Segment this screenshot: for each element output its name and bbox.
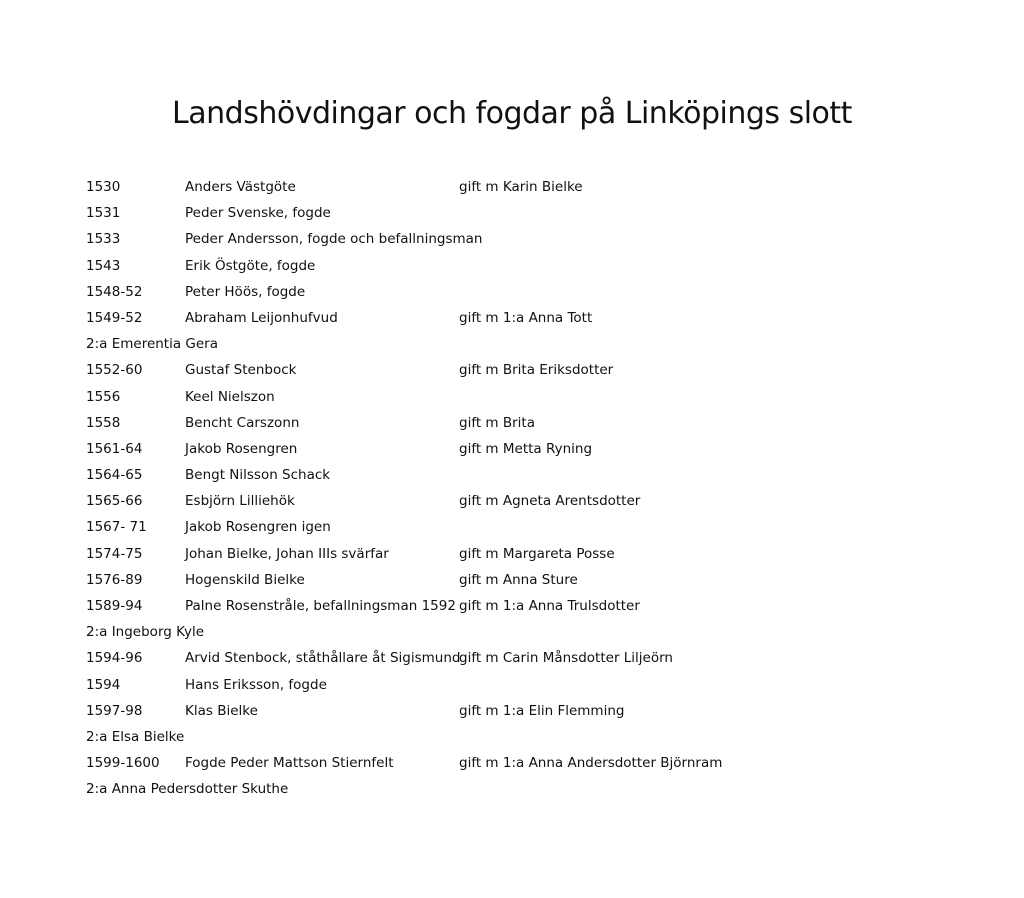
entry-year: 1552-60 — [86, 362, 143, 379]
entry-spouse: gift m 1:a Anna Andersdotter Björnram — [459, 755, 723, 772]
entry-row — [86, 226, 986, 252]
entry-year: 1530 — [86, 179, 121, 195]
note-row — [86, 331, 986, 357]
page-title: Landshövdingar och fogdar på Linköpings slott — [172, 96, 852, 131]
entry-name: Gustaf Stenbock — [185, 362, 297, 379]
entry-spouse: gift m Agneta Arentsdotter — [459, 493, 641, 510]
entry-row — [86, 384, 986, 410]
entry-spouse: gift m 1:a Elin Flemming — [459, 702, 625, 719]
entry-year: 1589-94 — [86, 598, 143, 614]
entry-spouse: gift m Anna Sture — [459, 571, 578, 588]
second-marriage-note: 2:a Anna Pedersdotter Skuthe — [86, 781, 289, 798]
second-marriage-note: 2:a Ingeborg Kyle — [86, 624, 205, 641]
entry-year: 1597-98 — [86, 702, 143, 719]
entry-row — [86, 698, 986, 724]
entry-year: 1543 — [86, 257, 121, 274]
entry-row — [86, 514, 986, 540]
entry-spouse: gift m Brita — [459, 414, 535, 431]
note-row — [86, 724, 986, 750]
entry-spouse: gift m Margareta Posse — [459, 545, 615, 562]
entry-name: Peder Svenske, fogde — [185, 205, 331, 222]
entry-row — [86, 541, 986, 567]
entry-spouse: gift m 1:a Anna Trulsdotter — [459, 598, 640, 614]
entry-spouse: gift m Metta Ryning — [459, 440, 593, 457]
entry-year: 1561-64 — [86, 440, 143, 457]
entry-year: 1564-65 — [86, 467, 143, 484]
entry-year: 1574-75 — [86, 545, 143, 562]
entry-year: 1531 — [86, 205, 121, 222]
entry-name: Fogde Peder Mattson Stiernfelt — [185, 755, 394, 772]
entry-row — [86, 672, 986, 698]
entry-row — [86, 305, 986, 331]
entry-spouse: gift m Karin Bielke — [459, 179, 583, 195]
entry-row — [86, 436, 986, 462]
entry-name: Jakob Rosengren — [185, 440, 298, 457]
second-marriage-note: 2:a Elsa Bielke — [86, 728, 185, 745]
entry-year: 1576-89 — [86, 571, 143, 588]
entry-row — [86, 200, 986, 226]
second-marriage-note: 2:a Emerentia Gera — [86, 336, 219, 353]
entry-year: 1594 — [86, 676, 121, 693]
entry-spouse: gift m Brita Eriksdotter — [459, 362, 614, 379]
entry-row — [86, 750, 986, 776]
entry-name: Anders Västgöte — [185, 179, 296, 195]
entry-row — [86, 488, 986, 514]
note-row — [86, 619, 986, 645]
entry-name: Hogenskild Bielke — [185, 571, 305, 588]
entry-name: Palne Rosenstråle, befallningsman 1592 — [185, 598, 456, 614]
entry-year: 1567- 71 — [86, 519, 147, 536]
entry-name: Klas Bielke — [185, 702, 258, 719]
entry-name: Peter Höös, fogde — [185, 283, 306, 300]
entry-name: Arvid Stenbock, ståthållare åt Sigismund — [185, 650, 461, 667]
entry-row — [86, 253, 986, 279]
entry-row — [86, 645, 986, 671]
entry-name: Bengt Nilsson Schack — [185, 467, 331, 484]
entry-year: 1549-52 — [86, 309, 143, 326]
entry-year: 1558 — [86, 414, 121, 431]
entry-row — [86, 174, 986, 200]
entry-name: Bencht Carszonn — [185, 414, 300, 431]
entry-row — [86, 567, 986, 593]
entry-row — [86, 410, 986, 436]
entry-name: Esbjörn Lilliehök — [185, 493, 295, 510]
entry-row — [86, 279, 986, 305]
entry-row — [86, 462, 986, 488]
entry-year: 1548-52 — [86, 283, 143, 300]
entry-name: Keel Nielszon — [185, 388, 275, 405]
entry-row — [86, 357, 986, 383]
entry-spouse: gift m 1:a Anna Tott — [459, 309, 593, 326]
entry-name: Peder Andersson, fogde och befallningsman — [185, 231, 483, 248]
entry-name: Jakob Rosengren igen — [185, 519, 331, 536]
entry-spouse: gift m Carin Månsdotter Liljeörn — [459, 650, 673, 667]
entry-year: 1599-1600 — [86, 755, 160, 772]
entry-year: 1565-66 — [86, 493, 143, 510]
entry-name: Erik Östgöte, fogde — [185, 257, 316, 274]
note-row — [86, 776, 986, 802]
entry-name: Hans Eriksson, fogde — [185, 676, 327, 693]
governor-list — [86, 174, 986, 803]
entry-year: 1556 — [86, 388, 121, 405]
entry-row — [86, 593, 986, 619]
entry-name: Johan Bielke, Johan IIIs svärfar — [185, 545, 389, 562]
entry-name: Abraham Leijonhufvud — [185, 309, 338, 326]
entry-year: 1594-96 — [86, 650, 143, 667]
entry-year: 1533 — [86, 231, 121, 248]
